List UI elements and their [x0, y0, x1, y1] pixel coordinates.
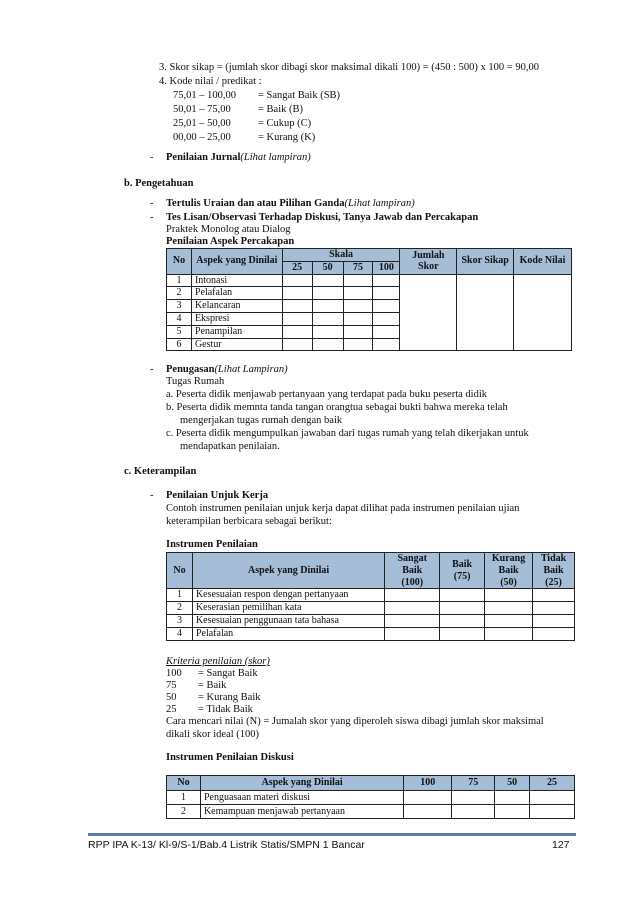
scale-100: 100: [404, 776, 452, 791]
penugasan-c-line1: c. Peserta didik mengumpulkan jawaban dari tugas rumah yang telah dikerjakan untuk: [166, 428, 529, 439]
row-aspek: Intonasi: [191, 274, 282, 287]
instrumen-title: Instrumen Penilaian: [166, 539, 258, 550]
row-no: 1: [167, 274, 192, 287]
diskusi-table: [166, 775, 575, 819]
scale-50: 50: [312, 261, 343, 274]
col-skor-sikap: Skor Sikap: [457, 249, 514, 275]
col-sangat-baik: Sangat Baik (100): [385, 553, 440, 589]
tertulis-title: Tertulis Uraian dan atau Pilihan Ganda: [166, 198, 345, 209]
grade-label: = Cukup (C): [258, 118, 312, 129]
dash: -: [150, 364, 154, 375]
grade-label: = Kurang (K): [258, 132, 316, 143]
scale-75: 75: [452, 776, 495, 791]
jurnal-item: [166, 152, 311, 164]
col-kode-nilai: Kode Nilai: [514, 249, 572, 275]
row-aspek: Keserasian pemilihan kata: [192, 602, 384, 615]
col-baik: Baik (75): [440, 553, 485, 589]
row-no: 6: [167, 338, 192, 351]
row-aspek: Kelancaran: [191, 300, 282, 313]
kriteria-score: 100: [166, 668, 182, 679]
scale-50: 50: [495, 776, 530, 791]
table-row: [167, 274, 572, 287]
col-aspek: Aspek yang Dinilai: [191, 249, 282, 275]
table-row: [167, 614, 575, 627]
jumlah-cell: [400, 274, 457, 351]
kriteria-label: = Baik: [198, 680, 227, 691]
row-aspek: Kesesuaian penggunaan tata bahasa: [192, 614, 384, 627]
row-no: 2: [167, 287, 192, 300]
kriteria-score: 25: [166, 704, 177, 715]
unjuk-kerja-p2: keterampilan berbicara sebagai berikut:: [166, 516, 332, 527]
tugas-rumah: Tugas Rumah: [166, 376, 225, 387]
tertulis-item: [166, 198, 415, 210]
row-no: 2: [167, 805, 201, 819]
col-aspek: Aspek yang Dinilai: [192, 553, 384, 589]
cara-mencari-p1: Cara mencari nilai (N) = Jumalah skor yang diperoleh siswa dibagi jumlah skor maksimal: [166, 716, 544, 727]
row-aspek: Pelafalan: [191, 287, 282, 300]
jurnal-dash: -: [150, 152, 154, 163]
row-aspek: Penguasaan materi diskusi: [200, 791, 403, 805]
skor-cell: [457, 274, 514, 351]
kriteria-score: 75: [166, 680, 177, 691]
kode-cell: [514, 274, 572, 351]
scale-100: 100: [373, 261, 400, 274]
row-aspek: Pelafalan: [192, 627, 384, 640]
col-no: No: [167, 553, 193, 589]
col-aspek: Aspek yang Dinilai: [200, 776, 403, 791]
kriteria-title: Kriteria penilaian (skor): [166, 656, 270, 667]
diskusi-title: Instrumen Penilaian Diskusi: [166, 752, 294, 763]
page-number: 127: [552, 839, 570, 851]
penugasan-a: a. Peserta didik menjawab pertanyaan yang terdapat pada buku peserta didik: [166, 389, 488, 400]
row-no: 3: [167, 614, 193, 627]
kriteria-label: = Tidak Baik: [198, 704, 253, 715]
footer-text: RPP IPA K-13/ Kl-9/S-1/Bab.4 Listrik Statis/SMPN 1 Bancar: [88, 839, 365, 851]
row-no: 3: [167, 300, 192, 313]
praktek-monolog: Praktek Monolog atau Dialog: [166, 224, 291, 235]
penugasan-b-line1: b. Peserta didik memnta tanda tangan orangtua sebagai bukti bahwa mereka telah: [166, 402, 508, 413]
grade-range: 75,01 – 100,00: [173, 90, 236, 101]
footer-rule: [88, 833, 576, 836]
section-c-heading: c. Keterampilan: [124, 466, 197, 477]
tes-lisan-title: Tes Lisan/Observasi Terhadap Diskusi, Tanya Jawab dan Percakapan: [166, 212, 479, 223]
row-aspek: Kemampuan menjawab pertanyaan: [200, 805, 403, 819]
grade-code-heading: 4. Kode nilai / predikat :: [159, 76, 262, 87]
scale-25: 25: [530, 776, 575, 791]
col-tidak-baik: Tidak Baik (25): [533, 553, 575, 589]
penugasan-b-line2: mengerjakan tugas rumah dengan baik: [180, 415, 343, 426]
dash: -: [150, 212, 154, 223]
table-row: [167, 602, 575, 615]
row-no: 4: [167, 627, 193, 640]
penugasan-c-line2: mendapatkan penilaian.: [180, 441, 280, 452]
kriteria-label: = Sangat Baik: [198, 668, 258, 679]
col-skala: Skala: [282, 249, 400, 262]
score-formula: 3. Skor sikap = (jumlah skor dibagi skor maksimal dikali 100) = (450 : 500) x 100 = 90,00: [159, 62, 539, 73]
table-row: [167, 791, 575, 805]
row-aspek: Penampilan: [191, 325, 282, 338]
table-row: [167, 589, 575, 602]
dash: -: [150, 490, 154, 501]
aspek-percakapan-table: [166, 248, 572, 351]
row-no: 5: [167, 325, 192, 338]
table-row: [167, 627, 575, 640]
penugasan-title: Penugasan: [166, 364, 215, 375]
row-no: 1: [167, 589, 193, 602]
jurnal-title: Penilaian Jurnal: [166, 152, 241, 163]
unjuk-kerja-title: Penilaian Unjuk Kerja: [166, 490, 269, 501]
scale-25: 25: [282, 261, 312, 274]
grade-range: 25,01 – 50,00: [173, 118, 231, 129]
scale-75: 75: [343, 261, 373, 274]
row-aspek: Ekspresi: [191, 312, 282, 325]
grade-label: = Sangat Baik (SB): [258, 90, 341, 101]
row-aspek: Kesesuaian respon dengan pertanyaan: [192, 589, 384, 602]
instrumen-table: [166, 552, 575, 641]
col-no: No: [167, 776, 201, 791]
grade-label: = Baik (B): [258, 104, 303, 115]
grade-range: 50,01 – 75,00: [173, 104, 231, 115]
row-aspek: Gestur: [191, 338, 282, 351]
table-row: [167, 805, 575, 819]
row-no: 2: [167, 602, 193, 615]
cara-mencari-p2: dikali skor ideal (100): [166, 729, 260, 740]
row-no: 4: [167, 312, 192, 325]
unjuk-kerja-p1: Contoh instrumen penilaian unjuk kerja dapat dilihat pada instrumen penilaian ujian: [166, 503, 520, 514]
dash: -: [150, 198, 154, 209]
penugasan-note: (Lihat Lampiran): [214, 364, 288, 375]
tertulis-note: (Lihat lampiran): [344, 198, 415, 209]
grade-range: 00,00 – 25,00: [173, 132, 231, 143]
kriteria-score: 50: [166, 692, 177, 703]
row-no: 1: [167, 791, 201, 805]
col-kurang-baik: Kurang Baik (50): [485, 553, 533, 589]
kriteria-label: = Kurang Baik: [198, 692, 261, 703]
penugasan-item: [166, 364, 288, 376]
jurnal-note: (Lihat lampiran): [240, 152, 311, 163]
aspek-percakapan-title: Penilaian Aspek Percakapan: [166, 236, 295, 247]
col-jumlah-skor: Jumlah Skor: [400, 249, 457, 275]
col-no: No: [167, 249, 192, 275]
section-b-heading: b. Pengetahuan: [124, 178, 194, 189]
